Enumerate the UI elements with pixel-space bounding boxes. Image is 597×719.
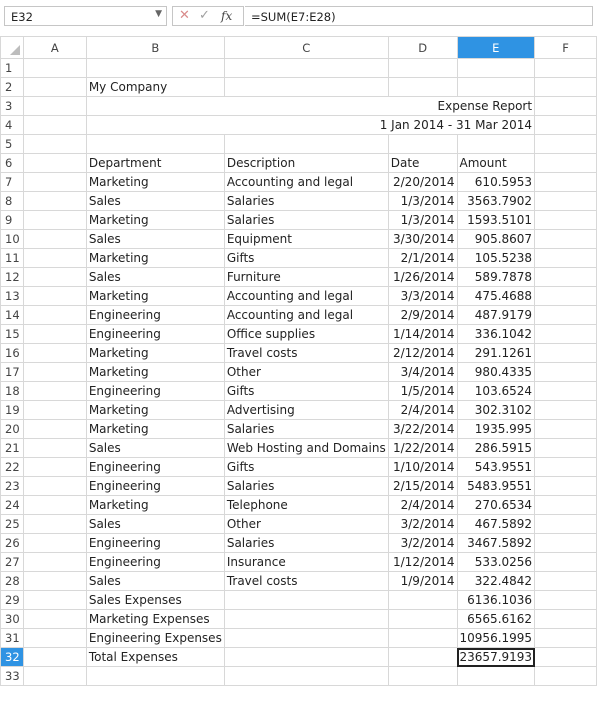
cell-f[interactable] xyxy=(535,249,597,268)
cell-c[interactable]: Salaries xyxy=(224,211,388,230)
cell-a[interactable] xyxy=(23,268,86,287)
cell-f[interactable] xyxy=(535,78,597,97)
cell-a[interactable] xyxy=(23,458,86,477)
cell-f[interactable] xyxy=(535,629,597,648)
cell-b[interactable]: Marketing xyxy=(86,420,224,439)
column-header-d[interactable]: D xyxy=(388,37,457,59)
cell-d[interactable]: 2/15/2014 xyxy=(388,477,457,496)
cell-b[interactable]: Marketing xyxy=(86,249,224,268)
row-header[interactable]: 31 xyxy=(1,629,24,648)
row-header[interactable]: 22 xyxy=(1,458,24,477)
cell-e[interactable]: 1593.5101 xyxy=(457,211,535,230)
cell-e[interactable]: 302.3102 xyxy=(457,401,535,420)
table-row xyxy=(1,420,597,439)
cell-d[interactable]: 2/1/2014 xyxy=(388,249,457,268)
close-icon[interactable]: ✕ xyxy=(179,8,190,23)
cell-e[interactable] xyxy=(457,667,535,686)
cell-f[interactable] xyxy=(535,515,597,534)
cell-f[interactable] xyxy=(535,211,597,230)
cell-e[interactable] xyxy=(457,78,535,97)
cell-a[interactable] xyxy=(23,382,86,401)
row-header[interactable]: 10 xyxy=(1,230,24,249)
cell-f[interactable] xyxy=(535,458,597,477)
spreadsheet-grid[interactable] xyxy=(0,36,597,719)
cell-c[interactable] xyxy=(224,648,388,667)
cell-c[interactable] xyxy=(224,78,388,97)
table-row xyxy=(1,249,597,268)
table-row xyxy=(1,116,597,135)
cell-c[interactable]: Furniture xyxy=(224,268,388,287)
cell-e[interactable]: 467.5892 xyxy=(457,515,535,534)
row-header[interactable]: 25 xyxy=(1,515,24,534)
cell-b[interactable]: Marketing xyxy=(86,401,224,420)
cell-f[interactable] xyxy=(535,325,597,344)
cell-c[interactable]: Insurance xyxy=(224,553,388,572)
cell-a[interactable] xyxy=(23,610,86,629)
cell-e[interactable]: 3563.7902 xyxy=(457,192,535,211)
cell-e[interactable]: 270.6534 xyxy=(457,496,535,515)
cell-b[interactable]: Sales xyxy=(86,192,224,211)
cell-f[interactable] xyxy=(535,553,597,572)
cell-b[interactable]: Engineering xyxy=(86,553,224,572)
row-header[interactable]: 27 xyxy=(1,553,24,572)
select-all-corner[interactable] xyxy=(1,37,24,59)
cell-d[interactable] xyxy=(388,59,457,78)
cell-f[interactable] xyxy=(535,59,597,78)
cell-b[interactable]: Total Expenses xyxy=(86,648,224,667)
cell-d[interactable]: 1/9/2014 xyxy=(388,572,457,591)
table-row xyxy=(1,401,597,420)
cell-d[interactable]: 3/2/2014 xyxy=(388,515,457,534)
cell-a[interactable] xyxy=(23,648,86,667)
table-row xyxy=(1,173,597,192)
cell-c[interactable] xyxy=(224,591,388,610)
cell-f[interactable] xyxy=(535,268,597,287)
cell-f[interactable] xyxy=(535,496,597,515)
chevron-down-icon[interactable]: ▼ xyxy=(155,9,162,19)
cell-a[interactable] xyxy=(23,59,86,78)
row-header[interactable]: 14 xyxy=(1,306,24,325)
table-row xyxy=(1,192,597,211)
cell-c[interactable]: Other xyxy=(224,363,388,382)
row-header[interactable]: 33 xyxy=(1,667,24,686)
table-row xyxy=(1,97,597,116)
row-header[interactable]: 2 xyxy=(1,78,24,97)
cell-a[interactable] xyxy=(23,97,86,116)
formula-buttons xyxy=(172,6,244,26)
cell-f[interactable] xyxy=(535,154,597,173)
cell-e[interactable] xyxy=(457,59,535,78)
cell-d[interactable] xyxy=(388,591,457,610)
cell-b[interactable]: Marketing xyxy=(86,363,224,382)
cell-a[interactable] xyxy=(23,344,86,363)
cell-d[interactable]: 1/3/2014 xyxy=(388,211,457,230)
row-header[interactable]: 29 xyxy=(1,591,24,610)
cell-b[interactable]: Engineering xyxy=(86,306,224,325)
table-row xyxy=(1,439,597,458)
row-header[interactable]: 1 xyxy=(1,59,24,78)
cell-a[interactable] xyxy=(23,211,86,230)
cell-a[interactable] xyxy=(23,534,86,553)
cell-a[interactable] xyxy=(23,306,86,325)
cell-c[interactable]: Gifts xyxy=(224,458,388,477)
row-header[interactable]: 9 xyxy=(1,211,24,230)
row-header[interactable]: 16 xyxy=(1,344,24,363)
cell-f[interactable] xyxy=(535,135,597,154)
cell-f[interactable] xyxy=(535,667,597,686)
cell-b[interactable]: Engineering xyxy=(86,534,224,553)
cell-b[interactable]: Marketing xyxy=(86,496,224,515)
cell-c[interactable] xyxy=(224,610,388,629)
cell-b[interactable]: Sales xyxy=(86,439,224,458)
cell-b[interactable]: My Company xyxy=(86,78,224,97)
cell-d[interactable]: 3/22/2014 xyxy=(388,420,457,439)
row-header[interactable]: 3 xyxy=(1,97,24,116)
cell-d[interactable]: 2/12/2014 xyxy=(388,344,457,363)
cell-c[interactable] xyxy=(224,59,388,78)
cell-c[interactable]: Travel costs xyxy=(224,344,388,363)
cell-b[interactable]: Marketing xyxy=(86,173,224,192)
cell-b[interactable]: Engineering xyxy=(86,325,224,344)
cell-c[interactable]: Gifts xyxy=(224,249,388,268)
column-header-e[interactable]: E xyxy=(457,37,535,59)
cell-e[interactable]: 291.1261 xyxy=(457,344,535,363)
table-row xyxy=(1,667,597,686)
column-header-row xyxy=(1,37,597,59)
row-header[interactable]: 12 xyxy=(1,268,24,287)
cell-c[interactable] xyxy=(224,135,388,154)
row-header[interactable]: 7 xyxy=(1,173,24,192)
column-header-c[interactable]: C xyxy=(224,37,388,59)
cell-d[interactable]: 1/5/2014 xyxy=(388,382,457,401)
cell-c[interactable]: Salaries xyxy=(224,534,388,553)
cell-e[interactable]: 322.4842 xyxy=(457,572,535,591)
check-icon[interactable]: ✓ xyxy=(199,8,210,23)
cell-e[interactable]: Amount xyxy=(457,154,535,173)
row-header[interactable]: 6 xyxy=(1,154,24,173)
cell-d[interactable] xyxy=(388,135,457,154)
cell-a[interactable] xyxy=(23,363,86,382)
cell-a[interactable] xyxy=(23,572,86,591)
cell-c[interactable]: Salaries xyxy=(224,192,388,211)
table-row xyxy=(1,458,597,477)
cell-d[interactable]: 1/26/2014 xyxy=(388,268,457,287)
column-header-f[interactable]: F xyxy=(535,37,597,59)
table-row xyxy=(1,534,597,553)
cell-c[interactable] xyxy=(224,629,388,648)
table-row xyxy=(1,515,597,534)
cell-d[interactable]: Date xyxy=(388,154,457,173)
cell-f[interactable] xyxy=(535,192,597,211)
cell-d[interactable]: 3/2/2014 xyxy=(388,534,457,553)
cell-d[interactable] xyxy=(388,78,457,97)
cell-e[interactable]: 487.9179 xyxy=(457,306,535,325)
cell-a[interactable] xyxy=(23,325,86,344)
cell-b[interactable]: Engineering Expenses xyxy=(86,629,224,648)
cell-b[interactable]: Engineering xyxy=(86,382,224,401)
cell-d[interactable]: 2/9/2014 xyxy=(388,306,457,325)
row-header[interactable]: 19 xyxy=(1,401,24,420)
cell-d[interactable]: 3/4/2014 xyxy=(388,363,457,382)
cell-a[interactable] xyxy=(23,553,86,572)
cell-e[interactable]: 543.9551 xyxy=(457,458,535,477)
formula-input[interactable] xyxy=(245,6,593,26)
cell-c[interactable] xyxy=(224,667,388,686)
cell-b[interactable] xyxy=(86,135,224,154)
cell-d[interactable]: 3/3/2014 xyxy=(388,287,457,306)
table-row xyxy=(1,287,597,306)
cell-d[interactable] xyxy=(388,648,457,667)
row-header[interactable]: 15 xyxy=(1,325,24,344)
cell-f[interactable] xyxy=(535,572,597,591)
sheet-table xyxy=(0,36,597,686)
cell-f[interactable] xyxy=(535,401,597,420)
row-header[interactable]: 11 xyxy=(1,249,24,268)
cell-b[interactable]: Marketing xyxy=(86,287,224,306)
row-header[interactable]: 26 xyxy=(1,534,24,553)
formula-text: =SUM(E7:E28) xyxy=(251,10,336,24)
cell-e[interactable]: 23657.9193 xyxy=(457,648,535,667)
cell-a[interactable] xyxy=(23,116,86,135)
cell-d[interactable]: 2/4/2014 xyxy=(388,496,457,515)
cell-f[interactable] xyxy=(535,287,597,306)
row-header[interactable]: 23 xyxy=(1,477,24,496)
cell-c[interactable]: Office supplies xyxy=(224,325,388,344)
row-header[interactable]: 24 xyxy=(1,496,24,515)
cell-e[interactable]: 475.4688 xyxy=(457,287,535,306)
cell-f[interactable] xyxy=(535,382,597,401)
cell-c[interactable]: Description xyxy=(224,154,388,173)
cell-b[interactable]: Sales xyxy=(86,230,224,249)
cell-a[interactable] xyxy=(23,78,86,97)
cell-f[interactable] xyxy=(535,116,597,135)
cell-c[interactable]: Travel costs xyxy=(224,572,388,591)
cell-merged-b-e[interactable]: Expense Report xyxy=(86,97,534,116)
cell-b[interactable]: Marketing xyxy=(86,344,224,363)
cell-b[interactable]: Sales xyxy=(86,515,224,534)
cell-a[interactable] xyxy=(23,230,86,249)
cell-e[interactable]: 336.1042 xyxy=(457,325,535,344)
cell-f[interactable] xyxy=(535,439,597,458)
row-header[interactable]: 8 xyxy=(1,192,24,211)
cell-a[interactable] xyxy=(23,154,86,173)
cell-b[interactable]: Department xyxy=(86,154,224,173)
cell-f[interactable] xyxy=(535,477,597,496)
cell-a[interactable] xyxy=(23,591,86,610)
formula-bar xyxy=(0,0,597,34)
cell-c[interactable]: Salaries xyxy=(224,477,388,496)
cell-a[interactable] xyxy=(23,667,86,686)
cell-a[interactable] xyxy=(23,439,86,458)
cell-e[interactable]: 105.5238 xyxy=(457,249,535,268)
table-row xyxy=(1,59,597,78)
cell-f[interactable] xyxy=(535,591,597,610)
name-box[interactable] xyxy=(4,6,167,26)
cell-b[interactable]: Engineering xyxy=(86,477,224,496)
row-header[interactable]: 30 xyxy=(1,610,24,629)
cell-e[interactable]: 103.6524 xyxy=(457,382,535,401)
cell-d[interactable]: 1/14/2014 xyxy=(388,325,457,344)
cell-b[interactable] xyxy=(86,59,224,78)
cell-e[interactable]: 980.4335 xyxy=(457,363,535,382)
cell-c[interactable]: Accounting and legal xyxy=(224,173,388,192)
table-row xyxy=(1,629,597,648)
cell-a[interactable] xyxy=(23,192,86,211)
cell-b[interactable] xyxy=(86,667,224,686)
cell-b[interactable]: Sales xyxy=(86,572,224,591)
cell-a[interactable] xyxy=(23,173,86,192)
table-row xyxy=(1,344,597,363)
cell-f[interactable] xyxy=(535,306,597,325)
cell-d[interactable] xyxy=(388,610,457,629)
cell-a[interactable] xyxy=(23,496,86,515)
cell-d[interactable] xyxy=(388,629,457,648)
table-row xyxy=(1,230,597,249)
row-header[interactable]: 20 xyxy=(1,420,24,439)
cell-e[interactable]: 610.5953 xyxy=(457,173,535,192)
cell-b[interactable]: Marketing xyxy=(86,211,224,230)
cell-e[interactable]: 286.5915 xyxy=(457,439,535,458)
table-row xyxy=(1,306,597,325)
fx-icon[interactable]: fx xyxy=(221,9,233,23)
cell-b[interactable]: Engineering xyxy=(86,458,224,477)
table-row xyxy=(1,477,597,496)
cell-f[interactable] xyxy=(535,420,597,439)
column-header-a[interactable]: A xyxy=(23,37,86,59)
cell-f[interactable] xyxy=(535,344,597,363)
cell-b[interactable]: Marketing Expenses xyxy=(86,610,224,629)
cell-c[interactable]: Accounting and legal xyxy=(224,287,388,306)
cell-e[interactable]: 1935.995 xyxy=(457,420,535,439)
row-header[interactable]: 4 xyxy=(1,116,24,135)
cell-f[interactable] xyxy=(535,363,597,382)
cell-e[interactable]: 6565.6162 xyxy=(457,610,535,629)
table-row xyxy=(1,648,597,667)
table-row xyxy=(1,572,597,591)
cell-d[interactable]: 2/20/2014 xyxy=(388,173,457,192)
table-row xyxy=(1,591,597,610)
table-row xyxy=(1,382,597,401)
table-row xyxy=(1,325,597,344)
cell-b[interactable]: Sales Expenses xyxy=(86,591,224,610)
cell-a[interactable] xyxy=(23,287,86,306)
table-row xyxy=(1,496,597,515)
cell-d[interactable]: 1/3/2014 xyxy=(388,192,457,211)
cell-e[interactable]: 3467.5892 xyxy=(457,534,535,553)
row-header[interactable]: 5 xyxy=(1,135,24,154)
cell-d[interactable]: 3/30/2014 xyxy=(388,230,457,249)
cell-d[interactable]: 1/22/2014 xyxy=(388,439,457,458)
cell-b[interactable]: Sales xyxy=(86,268,224,287)
row-header[interactable]: 18 xyxy=(1,382,24,401)
cell-d[interactable]: 1/12/2014 xyxy=(388,553,457,572)
cell-a[interactable] xyxy=(23,515,86,534)
cell-d[interactable]: 2/4/2014 xyxy=(388,401,457,420)
column-header-b[interactable]: B xyxy=(86,37,224,59)
cell-c[interactable]: Other xyxy=(224,515,388,534)
cell-a[interactable] xyxy=(23,249,86,268)
table-row xyxy=(1,135,597,154)
cell-f[interactable] xyxy=(535,534,597,553)
cell-d[interactable]: 1/10/2014 xyxy=(388,458,457,477)
cell-f[interactable] xyxy=(535,648,597,667)
cell-e[interactable] xyxy=(457,135,535,154)
cell-c[interactable]: Salaries xyxy=(224,420,388,439)
cell-c[interactable]: Telephone xyxy=(224,496,388,515)
cell-e[interactable]: 533.0256 xyxy=(457,553,535,572)
cell-f[interactable] xyxy=(535,97,597,116)
cell-c[interactable]: Gifts xyxy=(224,382,388,401)
cell-c[interactable]: Advertising xyxy=(224,401,388,420)
table-row xyxy=(1,363,597,382)
table-row xyxy=(1,553,597,572)
cell-e[interactable]: 6136.1036 xyxy=(457,591,535,610)
cell-e[interactable]: 5483.9551 xyxy=(457,477,535,496)
row-header[interactable]: 17 xyxy=(1,363,24,382)
cell-c[interactable]: Web Hosting and Domains xyxy=(224,439,388,458)
row-header[interactable]: 13 xyxy=(1,287,24,306)
row-header[interactable]: 28 xyxy=(1,572,24,591)
cell-a[interactable] xyxy=(23,629,86,648)
table-row xyxy=(1,268,597,287)
cell-a[interactable] xyxy=(23,420,86,439)
cell-a[interactable] xyxy=(23,477,86,496)
cell-f[interactable] xyxy=(535,173,597,192)
cell-f[interactable] xyxy=(535,610,597,629)
cell-c[interactable]: Accounting and legal xyxy=(224,306,388,325)
cell-a[interactable] xyxy=(23,401,86,420)
cell-f[interactable] xyxy=(535,230,597,249)
cell-e[interactable]: 589.7878 xyxy=(457,268,535,287)
table-row xyxy=(1,78,597,97)
cell-e[interactable]: 10956.1995 xyxy=(457,629,535,648)
cell-a[interactable] xyxy=(23,135,86,154)
cell-c[interactable]: Equipment xyxy=(224,230,388,249)
table-row xyxy=(1,610,597,629)
cell-d[interactable] xyxy=(388,667,457,686)
cell-e[interactable]: 905.8607 xyxy=(457,230,535,249)
name-box-value: E32 xyxy=(11,10,33,24)
cell-merged-b-e[interactable]: 1 Jan 2014 - 31 Mar 2014 xyxy=(86,116,534,135)
table-row xyxy=(1,154,597,173)
row-header[interactable]: 21 xyxy=(1,439,24,458)
row-header[interactable]: 32 xyxy=(1,648,24,667)
table-row xyxy=(1,211,597,230)
